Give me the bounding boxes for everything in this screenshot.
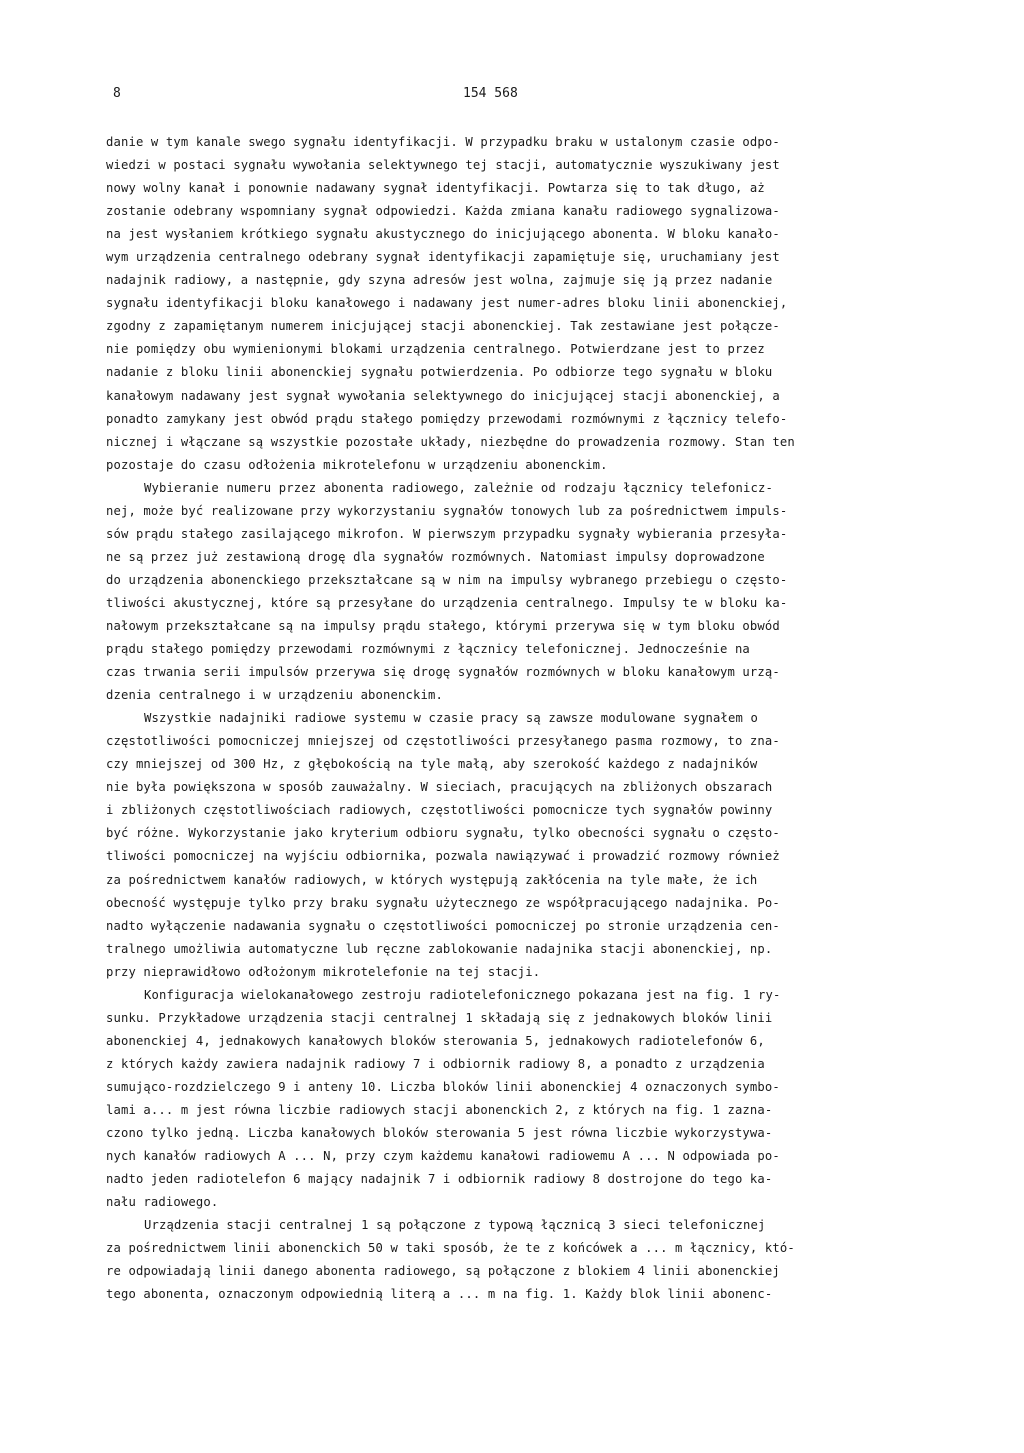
text-line: i zbliżonych częstotliwościach radiowych, częstotliwości pomocnicze tych sygnałów powinny bbox=[106, 803, 773, 818]
text-line: nadanie z bloku linii abonenckiej sygnału potwierdzenia. Po odbiorze tego sygnału w bloku bbox=[106, 365, 773, 380]
text-line: na jest wysłaniem krótkiego sygnału akustycznego do inicjującego abonenta. W bloku kanało- bbox=[106, 227, 780, 242]
text-line: Wszystkie nadajniki radiowe systemu w czasie pracy są zawsze modulowane sygnałem o bbox=[144, 711, 758, 726]
page-header bbox=[113, 86, 913, 108]
text-line: tralnego umożliwia automatyczne lub ręczne zablokowanie nadajnika stacji abonenckiej, np. bbox=[106, 941, 773, 956]
text-line: zostanie odebrany wspomniany sygnał odpowiedzi. Każda zmiana kanału radiowego sygnalizowa- bbox=[106, 204, 780, 219]
text-line: abonenckiej 4, jednakowych kanałowych bloków sterowania 5, jednakowych radiotelefonów 6, bbox=[106, 1033, 765, 1048]
text-line: re odpowiadają linii danego abonenta radiowego, są połączone z blokiem 4 linii abonenckiej bbox=[106, 1264, 780, 1279]
text-line: sunku. Przykładowe urządzenia stacji centralnej 1 składają się z jednakowych bloków linii bbox=[106, 1010, 773, 1025]
text-line: nej, może być realizowane przy wykorzystaniu sygnałów tonowych lub za pośrednictwem impuls- bbox=[106, 503, 788, 518]
text-line: tliwości pomocniczej na wyjściu odbiornika, pozwala nawiązywać i prowadzić rozmowy również bbox=[106, 849, 780, 864]
text-line: być różne. Wykorzystanie jako kryterium odbioru sygnału, tylko obecności sygnału o często- bbox=[106, 826, 780, 841]
text-line: danie w tym kanale swego sygnału identyfikacji. W przypadku braku w ustalonym czasie odpo- bbox=[106, 135, 780, 149]
text-line: Urządzenia stacji centralnej 1 są połączone z typową łącznicą 3 sieci telefonicznej bbox=[144, 1218, 766, 1233]
text-line: dzenia centralnego i w urządzeniu abonenckim. bbox=[106, 688, 443, 703]
text-line: nałowym przekształcane są na impulsy prądu stałego, którymi przerywa się w tym bloku obwód bbox=[106, 618, 780, 633]
text-line: ne są przez już zestawioną drogę dla sygnałów rozmównych. Natomiast impulsy doprowadzone bbox=[106, 549, 765, 564]
text-line: tego abonenta, oznaczonym odpowiednią literą a ... m na fig. 1. Każdy blok linii abonenc- bbox=[106, 1287, 773, 1302]
body-text bbox=[106, 131, 906, 1306]
text-line: nadajnik radiowy, a następnie, gdy szyna adresów jest wolna, zajmuje się ją przez nadanie bbox=[106, 273, 773, 288]
text-line: wym urządzenia centralnego odebrany sygnał identyfikacji zapamiętuje się, uruchamiany jest bbox=[106, 250, 780, 265]
text-line: sów prądu stałego zasilającego mikrofon. W pierwszym przypadku sygnały wybierania przesyła- bbox=[106, 526, 788, 541]
text-line: czas trwania serii impulsów przerywa się drogę sygnałów rozmównych w bloku kanałowym urzą- bbox=[106, 665, 780, 680]
text-line: do urządzenia abonenckiego przekształcane są w nim na impulsy wybranego przebiegu o często- bbox=[106, 572, 788, 587]
text-line: częstotliwości pomocniczej mniejszej od częstotliwości przesyłanego pasma rozmowy, to zna- bbox=[106, 734, 780, 749]
text-line: wiedzi w postaci sygnału wywołania selektywnego tej stacji, automatycznie wyszukiwany jest bbox=[106, 158, 780, 173]
text-line: za pośrednictwem linii abonenckich 50 w taki sposób, że te z końcówek a ... m łącznicy, któ- bbox=[106, 1241, 795, 1256]
text-line: nicznej i włączane są wszystkie pozostałe układy, niezbędne do prowadzenia rozmowy. Stan ten bbox=[106, 434, 795, 449]
text-line: sygnału identyfikacji bloku kanałowego i nadawany jest numer-adres bloku linii abonenckiej, bbox=[106, 296, 788, 311]
text-line: kanałowym nadawany jest sygnał wywołania selektywnego do inicjującej stacji abonenckiej, a bbox=[106, 388, 780, 403]
text-line: nadto wyłączenie nadawania sygnału o częstotliwości pomocniczej po stronie urządzenia cen- bbox=[106, 918, 780, 933]
page-number: 8 bbox=[113, 86, 121, 101]
text-line: ponadto zamykany jest obwód prądu stałego pomiędzy przewodami rozmównymi z łącznicy telefo- bbox=[106, 411, 788, 426]
text-line: pozostaje do czasu odłożenia mikrotelefonu w urządzeniu abonenckim. bbox=[106, 457, 608, 472]
text-line: czono tylko jedną. Liczba kanałowych bloków sterowania 5 jest równa liczbie wykorzystywa- bbox=[106, 1126, 773, 1141]
text-line: obecność występuje tylko przy braku sygnału użytecznego ze współpracującego nadajnika. Po- bbox=[106, 895, 780, 910]
text-line: za pośrednictwem kanałów radiowych, w których występują zakłócenia na tyle małe, że ich bbox=[106, 872, 758, 887]
text-line: lami a... m jest równa liczbie radiowych stacji abonenckich 2, z których na fig. 1 zazna- bbox=[106, 1102, 773, 1117]
text-line: nie pomiędzy obu wymienionymi blokami urządzenia centralnego. Potwierdzane jest to przez bbox=[106, 342, 765, 357]
text-line: nadto jeden radiotelefon 6 mający nadajnik 7 i odbiornik radiowy 8 dostrojone do tego ka- bbox=[106, 1172, 773, 1187]
text-line: zgodny z zapamiętanym numerem inicjującej stacji abonenckiej. Tak zestawiane jest połącze- bbox=[106, 319, 780, 334]
text-line: nie była powiększona w sposób zauważalny. W sieciach, pracujących na zbliżonych obszarach bbox=[106, 780, 773, 795]
text-line: czy mniejszej od 300 Hz, z głębokością na tyle małą, aby szerokość każdego z nadajników bbox=[106, 757, 758, 772]
text-line: przy nieprawidłowo odłożonym mikrotelefonie na tej stacji. bbox=[106, 964, 541, 979]
text-line: sumująco-rozdzielczego 9 i anteny 10. Liczba bloków linii abonenckiej 4 oznaczonych symbo- bbox=[106, 1079, 780, 1094]
text-line: Wybieranie numeru przez abonenta radiowego, zależnie od rodzaju łącznicy telefonicz- bbox=[144, 480, 773, 495]
text-line: nowy wolny kanał i ponownie nadawany sygnał identyfikacji. Powtarza się to tak długo, aż bbox=[106, 181, 765, 196]
patent-number: 154 568 bbox=[463, 86, 518, 101]
text-line: nych kanałów radiowych A ... N, przy czym każdemu kanałowi radiowemu A ... N odpowiada po- bbox=[106, 1149, 780, 1164]
text-line: z których każdy zawiera nadajnik radiowy 7 i odbiornik radiowy 8, a ponadto z urządzenia bbox=[106, 1056, 765, 1071]
text-line: prądu stałego pomiędzy przewodami rozmównymi z łącznicy telefonicznej. Jednocześnie na bbox=[106, 642, 750, 657]
text-line: tliwości akustycznej, które są przesyłane do urządzenia centralnego. Impulsy te w bloku ka- bbox=[106, 595, 788, 610]
text-line: Konfiguracja wielokanałowego zestroju radiotelefonicznego pokazana jest na fig. 1 ry- bbox=[144, 987, 781, 1002]
text-line: nału radiowego. bbox=[106, 1195, 219, 1210]
